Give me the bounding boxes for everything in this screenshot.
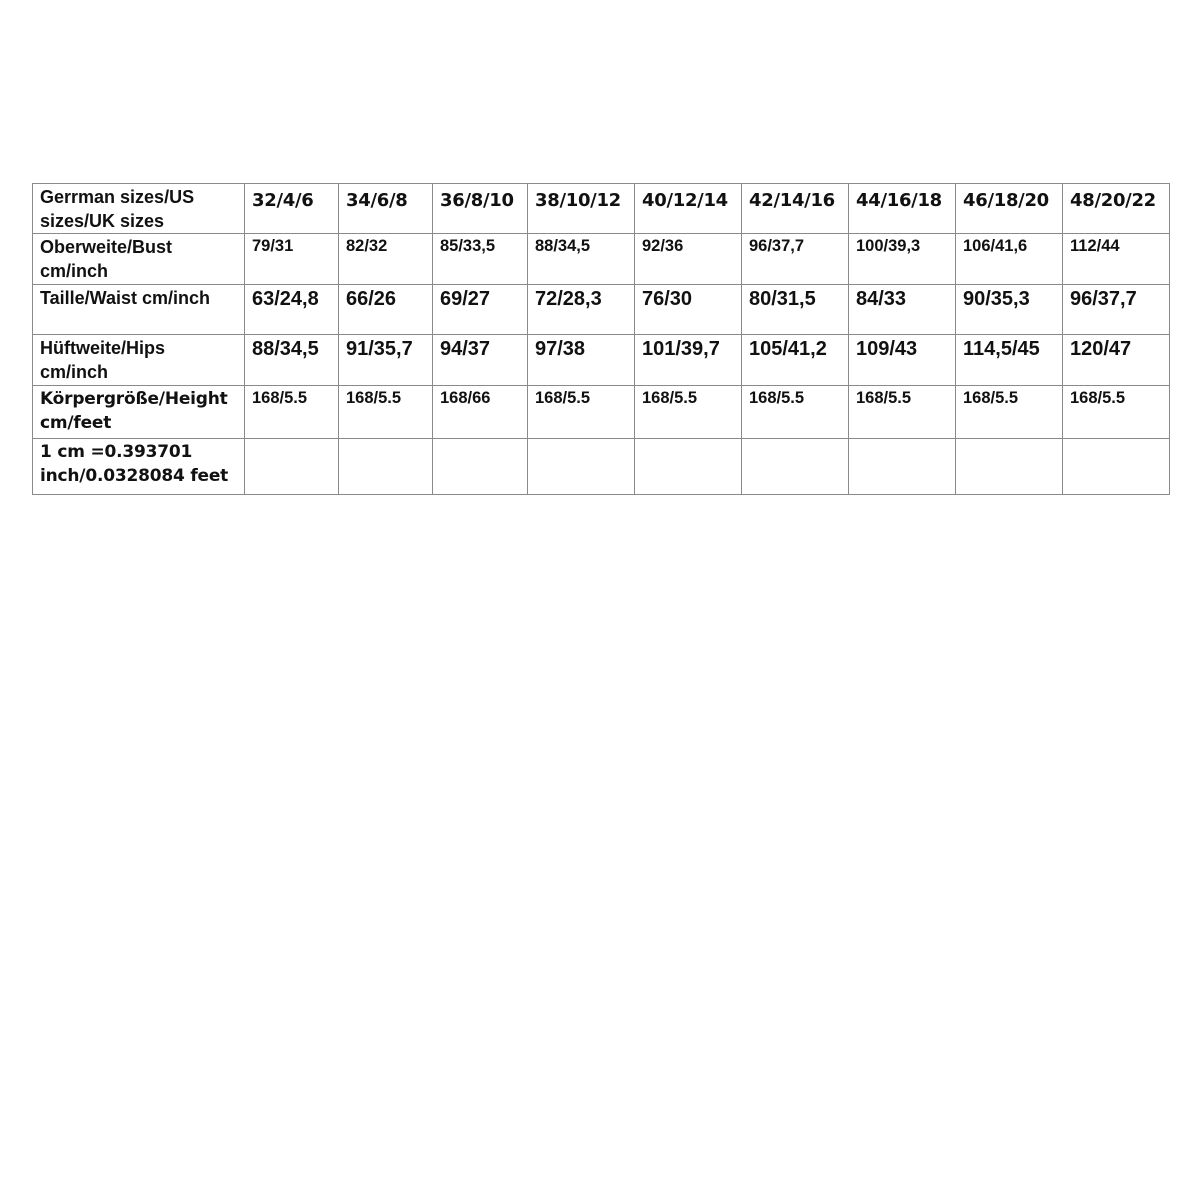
table-cell: 76/30 [635,285,742,335]
table-row-height [33,386,1170,439]
table-cell: 92/36 [635,234,742,285]
empty-cell [956,439,1063,495]
empty-cell [245,439,339,495]
size-header: 48/20/22 [1063,184,1170,234]
table-cell: 85/33,5 [433,234,528,285]
table-cell: 168/5.5 [635,386,742,439]
table-cell: 72/28,3 [528,285,635,335]
table-cell: 100/39,3 [849,234,956,285]
table-cell: 88/34,5 [245,335,339,386]
empty-cell [742,439,849,495]
row-label-height: Körpergröße/Height cm/feet [33,386,245,439]
table-row-bust [33,234,1170,285]
size-header: 44/16/18 [849,184,956,234]
table-row-waist [33,285,1170,335]
row-label-bust: Oberweite/Bust cm/inch [33,234,245,285]
table-cell: 69/27 [433,285,528,335]
table-cell: 168/5.5 [1063,386,1170,439]
table-cell: 168/5.5 [245,386,339,439]
table-cell: 168/66 [433,386,528,439]
table-cell: 109/43 [849,335,956,386]
table-row-hips [33,335,1170,386]
table-cell: 79/31 [245,234,339,285]
table-cell: 66/26 [339,285,433,335]
table-cell: 112/44 [1063,234,1170,285]
size-header: 36/8/10 [433,184,528,234]
size-chart-table [32,183,1170,495]
header-row [33,184,1170,234]
empty-cell [849,439,956,495]
size-header: 42/14/16 [742,184,849,234]
table-cell: 96/37,7 [742,234,849,285]
size-header: 34/6/8 [339,184,433,234]
table-cell: 97/38 [528,335,635,386]
table-cell: 168/5.5 [849,386,956,439]
table-cell: 168/5.5 [956,386,1063,439]
table-row-conversion-note [33,439,1170,495]
table-cell: 82/32 [339,234,433,285]
table-cell: 94/37 [433,335,528,386]
table-cell: 168/5.5 [528,386,635,439]
table-cell: 101/39,7 [635,335,742,386]
empty-cell [339,439,433,495]
size-header: 32/4/6 [245,184,339,234]
header-label: Gerrman sizes/US sizes/UK sizes [33,184,245,234]
conversion-note: 1 cm =0.393701 inch/0.0328084 feet [33,439,245,495]
table-cell: 91/35,7 [339,335,433,386]
size-header: 46/18/20 [956,184,1063,234]
empty-cell [433,439,528,495]
empty-cell [1063,439,1170,495]
row-label-hips: Hüftweite/Hips cm/inch [33,335,245,386]
table-cell: 120/47 [1063,335,1170,386]
table-cell: 105/41,2 [742,335,849,386]
table-cell: 63/24,8 [245,285,339,335]
table-cell: 88/34,5 [528,234,635,285]
row-label-waist: Taille/Waist cm/inch [33,285,245,335]
table-cell: 80/31,5 [742,285,849,335]
table-cell: 96/37,7 [1063,285,1170,335]
size-header: 40/12/14 [635,184,742,234]
table-cell: 90/35,3 [956,285,1063,335]
table-cell: 84/33 [849,285,956,335]
empty-cell [528,439,635,495]
table-cell: 106/41,6 [956,234,1063,285]
size-header: 38/10/12 [528,184,635,234]
table-cell: 168/5.5 [339,386,433,439]
table-cell: 168/5.5 [742,386,849,439]
empty-cell [635,439,742,495]
table-cell: 114,5/45 [956,335,1063,386]
